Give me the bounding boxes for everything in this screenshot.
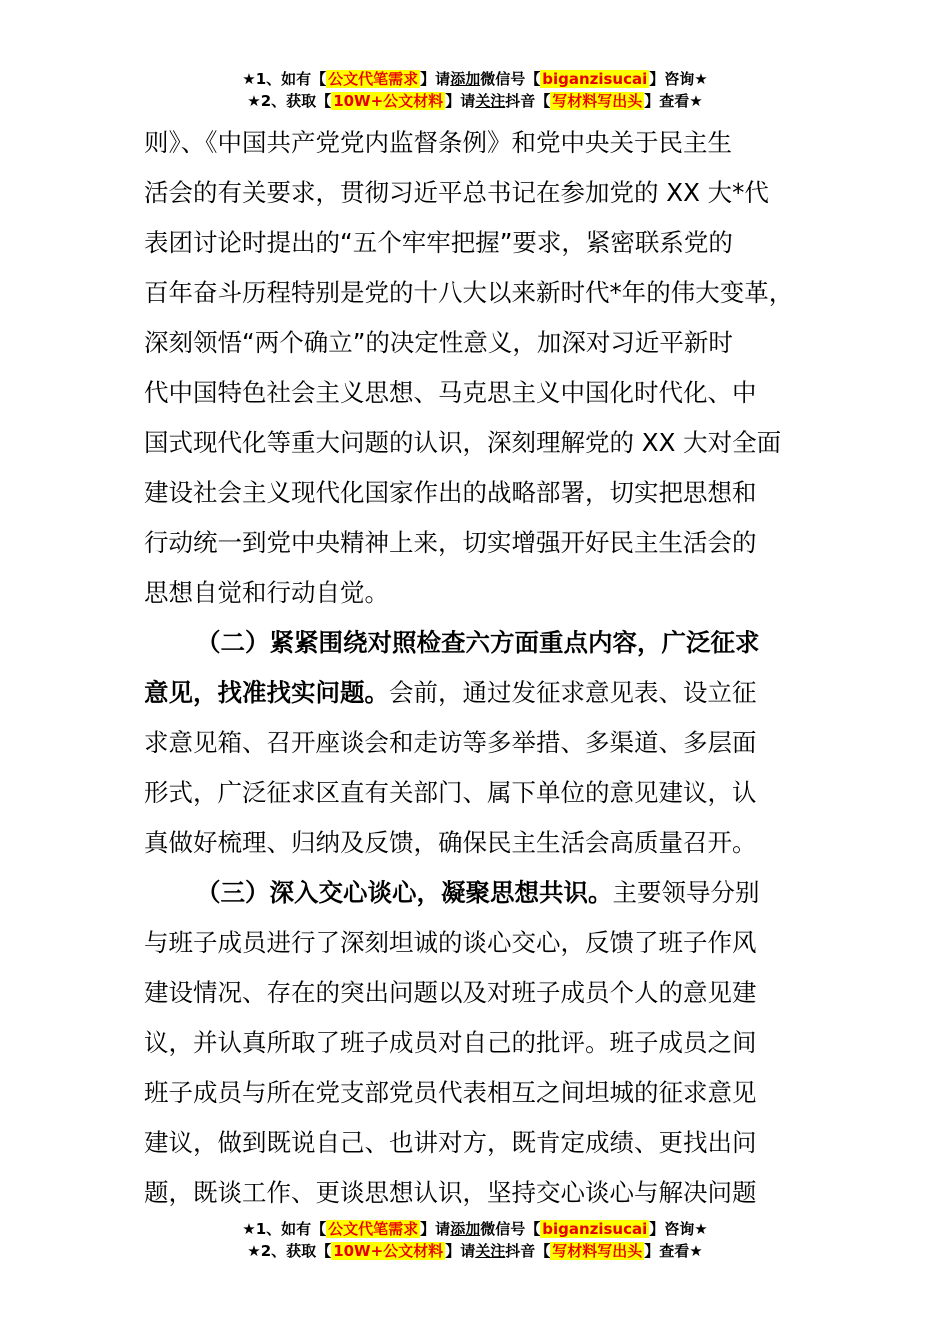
banner-highlight: biganzisucai <box>542 70 648 88</box>
text-line: 代中国特色社会主义思想、马克思主义中国化时代化、中 <box>144 378 757 407</box>
footer-banner <box>0 1218 950 1262</box>
text-line: 活会的有关要求，贯彻习近平总书记在参加党的 XX 大*代 <box>144 178 769 207</box>
text-line: 议，并认真所取了班子成员对自己的批评。班子成员之间 <box>144 1028 757 1057</box>
banner-highlight: 公文代笔需求 <box>328 1220 419 1238</box>
text-line: 建设社会主义现代化国家作出的战略部署，切实把思想和 <box>144 478 757 507</box>
header-banner <box>0 68 950 112</box>
text-line: 国式现代化等重大问题的认识，深刻理解党的 XX 大对全面 <box>144 428 782 457</box>
text-line: 建设情况、存在的突出问题以及对班子成员个人的意见建 <box>144 978 757 1007</box>
text-line: 表团讨论时提出的“五个牢牢把握”要求，紧密联系党的 <box>144 228 733 257</box>
text-line: （三）深入交心谈心，凝聚思想共识。主要领导分别 <box>196 878 760 907</box>
banner-highlight: 写材料写出头 <box>552 1242 643 1260</box>
text-line: 意见，找准找实问题。会前，通过发征求意见表、设立征 <box>144 678 757 707</box>
paragraph-1 <box>144 118 834 618</box>
banner-highlight: 公文代笔需求 <box>328 70 419 88</box>
text-line: 题，既谈工作、更谈思想认识，坚持交心谈心与解决问题 <box>144 1178 757 1207</box>
text-line: 百年奋斗历程特别是党的十八大以来新时代*年的伟大变革， <box>144 278 794 307</box>
section-heading: （三）深入交心谈心，凝聚思想共识。 <box>196 878 613 907</box>
text-line: 行动统一到党中央精神上来，切实增强开好民主生活会的 <box>144 528 757 557</box>
section-heading: （二）紧紧围绕对照检查六方面重点内容，广泛征求 <box>196 628 760 657</box>
section-heading-tail: 意见，找准找实问题。 <box>144 678 389 707</box>
text-line: 思想自觉和行动自觉。 <box>144 578 389 607</box>
document-body <box>144 118 834 1218</box>
text-line: 与班子成员进行了深刻坦诚的谈心交心，反馈了班子作风 <box>144 928 757 957</box>
text-line: 则》、《中国共产党党内监督条例》和党中央关于民主生 <box>144 128 732 157</box>
text-line: 深刻领悟“两个确立”的决定性意义，加深对习近平新时 <box>144 328 733 357</box>
banner-line-1: ★1、如有【 公文代笔需求 】请添加微信号【 biganzisucai 】咨询★ <box>242 1220 708 1238</box>
banner-highlight: 10W+公文材料 <box>333 1242 444 1260</box>
banner-line-2: ★2、获取【 10W+公文材料 】请关注抖音【 写材料写出头 】查看★ <box>247 92 703 110</box>
banner-highlight: 写材料写出头 <box>552 92 643 110</box>
text-line: 真做好梳理、归纳及反馈，确保民主生活会高质量召开。 <box>144 828 757 857</box>
banner-line-1: ★1、如有【 公文代笔需求 】请添加微信号【 biganzisucai 】咨询★ <box>242 70 708 88</box>
text-line: 求意见箱、召开座谈会和走访等多举措、多渠道、多层面 <box>144 728 757 757</box>
paragraph-3 <box>144 868 834 1218</box>
text-line: 建议，做到既说自己、也讲对方，既肯定成绩、更找出问 <box>144 1128 757 1157</box>
paragraph-2 <box>144 618 834 868</box>
banner-highlight: biganzisucai <box>542 1220 648 1238</box>
text-line: 形式，广泛征求区直有关部门、属下单位的意见建议，认 <box>144 778 757 807</box>
banner-highlight: 10W+公文材料 <box>333 92 444 110</box>
banner-line-2: ★2、获取【 10W+公文材料 】请关注抖音【 写材料写出头 】查看★ <box>247 1242 703 1260</box>
text-line: 班子成员与所在党支部党员代表相互之间坦城的征求意见 <box>144 1078 757 1107</box>
